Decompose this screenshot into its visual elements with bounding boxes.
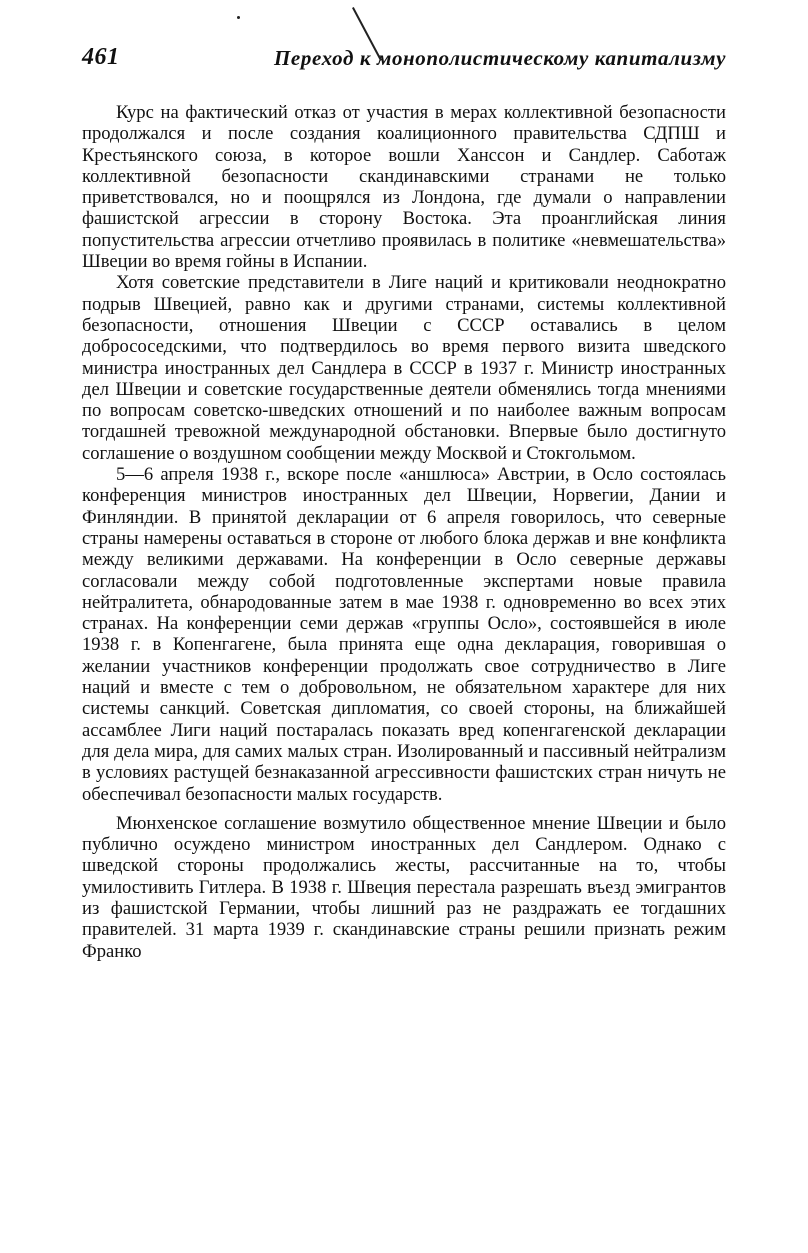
paragraph-1: Курс на фактический отказ от участия в мерах коллективной безопасности продолжался и после создания коалиционного правительства СДПШ и Крестьянского союза, в которое вошли Ханссон и Сандлер. Саботаж коллективной безопасности скандинавскими странами не только приветствовался, но и поощрялся из Лондона, где думали о направлении фашистской агрессии в сторону Востока. Эта проанглийская линия попустительства агрессии отчетливо проявилась в политике «невмешательства» Швеции во время гойны в Испании. [82, 102, 726, 273]
page-number: 461 [82, 44, 120, 70]
scan-artifact-dot [237, 16, 240, 19]
page-header [82, 44, 726, 78]
paragraph-3: 5—6 апреля 1938 г., вскоре после «аншлюса» Австрии, в Осло состоялась конференция министров иностранных дел Швеции, Норвегии, Дании и Финляндии. В принятой декларации от 6 апреля говорилось, что северные страны намерены оставаться в стороне от любого блока держав и вне конфликта между великими державами. На конференции в Осло северные державы согласовали между собой подготовленные экспертами новые правила нейтралитета, обнародованные затем в мае 1938 г. одновременно во всех этих странах. На конференции семи держав «группы Осло», состоявшейся в июле 1938 г. в Копенгагене, была принята еще одна декларация, говорившая о желании участников конференции продолжать свое сотрудничество в Лиге наций и вместе с тем о добровольном, не обязательном характере для них системы санкций. Советская дипломатия, со своей стороны, на ближайшей ассамблее Лиги наций постаралась показать вред копенгагенской декларации для дела мира, для самих малых стран. Изолированный и пассивный нейтрализм в условиях растущей безнаказанной агрессивности фашистских стран ничуть не обеспечивал безопасности малых государств. [82, 464, 726, 805]
body-text [82, 102, 726, 962]
running-title: Переход к монополистическому капитализму [274, 46, 726, 70]
paragraph-4: Мюнхенское соглашение возмутило общественное мнение Швеции и было публично осуждено министром иностранных дел Сандлером. Однако с шведской стороны продолжались жесты, рассчитанные на то, чтобы умилостивить Гитлера. В 1938 г. Швеция перестала разрешать въезд эмигрантов из фашистской Германии, чтобы лишний раз не раздражать ее тогдашних правителей. 31 марта 1939 г. скандинавские страны решили признать режим Франко [82, 812, 726, 962]
paragraph-2: Хотя советские представители в Лиге наций и критиковали неоднократно подрыв Швецией, равно как и другими странами, системы коллективной безопасности, отношения Швеции с СССР оставались в целом добрососедскими, что подтвердилось во время первого визита шведского министра иностранных дел Сандлера в СССР в 1937 г. Министр иностранных дел Швеции и советские государственные деятели обменялись тогда мнениями по вопросам советско-шведских отношений и по наиболее важным вопросам тогдашней тревожной международной обстановки. Впервые было достигнуто соглашение о воздушном сообщении между Москвой и Стокгольмом. [82, 272, 726, 464]
